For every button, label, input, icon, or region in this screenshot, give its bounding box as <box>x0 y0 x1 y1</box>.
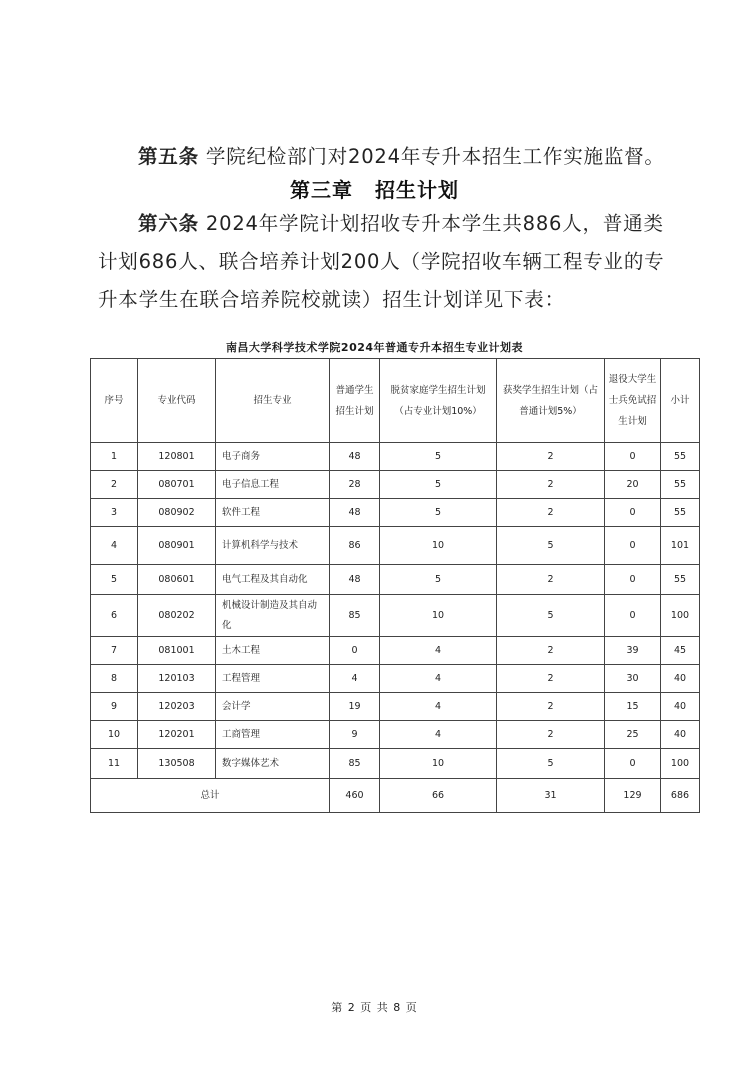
article-6-line-2: 计划686人、联合培养计划200人（学院招收车辆工程专业的专 <box>98 250 665 273</box>
cell-award: 2 <box>497 721 605 749</box>
header-subtotal: 小计 <box>661 359 700 443</box>
cell-code: 080701 <box>138 471 216 499</box>
cell-award: 5 <box>497 749 605 779</box>
cell-code: 080202 <box>138 595 216 637</box>
table-row <box>91 721 700 749</box>
cell-subtotal: 101 <box>661 527 700 565</box>
cell-poverty: 4 <box>380 721 497 749</box>
cell-regular: 86 <box>330 527 380 565</box>
header-major: 招生专业 <box>216 359 330 443</box>
table-row <box>91 443 700 471</box>
total-award: 31 <box>497 779 605 813</box>
table-row <box>91 665 700 693</box>
total-label: 总计 <box>91 779 330 813</box>
cell-award: 2 <box>497 499 605 527</box>
header-poverty: 脱贫家庭学生招生计划（占专业计划10%） <box>380 359 497 443</box>
table-header-row <box>91 359 700 443</box>
cell-veteran: 0 <box>605 499 661 527</box>
cell-no: 2 <box>91 471 138 499</box>
cell-subtotal: 55 <box>661 471 700 499</box>
chapter-heading <box>0 174 749 203</box>
cell-veteran: 0 <box>605 443 661 471</box>
article-6 <box>98 205 668 319</box>
cell-poverty: 4 <box>380 693 497 721</box>
cell-major: 电子信息工程 <box>216 471 330 499</box>
cell-regular: 19 <box>330 693 380 721</box>
cell-subtotal: 100 <box>661 595 700 637</box>
cell-code: 120203 <box>138 693 216 721</box>
cell-code: 080901 <box>138 527 216 565</box>
cell-regular: 0 <box>330 637 380 665</box>
cell-regular: 4 <box>330 665 380 693</box>
total-subtotal: 686 <box>661 779 700 813</box>
cell-award: 2 <box>497 637 605 665</box>
cell-no: 10 <box>91 721 138 749</box>
cell-code: 120201 <box>138 721 216 749</box>
cell-major: 电气工程及其自动化 <box>216 565 330 595</box>
cell-no: 5 <box>91 565 138 595</box>
article-6-label: 第六条 <box>138 212 199 235</box>
cell-subtotal: 40 <box>661 721 700 749</box>
cell-award: 2 <box>497 471 605 499</box>
cell-regular: 28 <box>330 471 380 499</box>
cell-poverty: 5 <box>380 443 497 471</box>
cell-no: 7 <box>91 637 138 665</box>
cell-major: 数字媒体艺术 <box>216 749 330 779</box>
cell-veteran: 25 <box>605 721 661 749</box>
cell-veteran: 0 <box>605 565 661 595</box>
article-6-line-3: 升本学生在联合培养院校就读）招生计划详见下表： <box>98 288 565 311</box>
table-row <box>91 693 700 721</box>
cell-veteran: 20 <box>605 471 661 499</box>
cell-poverty: 10 <box>380 527 497 565</box>
cell-code: 120801 <box>138 443 216 471</box>
cell-major: 计算机科学与技术 <box>216 527 330 565</box>
table-row <box>91 565 700 595</box>
cell-no: 4 <box>91 527 138 565</box>
cell-poverty: 10 <box>380 595 497 637</box>
cell-major: 工商管理 <box>216 721 330 749</box>
cell-subtotal: 100 <box>661 749 700 779</box>
chapter-title: 招生计划 <box>375 178 459 202</box>
header-award: 获奖学生招生计划（占普通计划5%） <box>497 359 605 443</box>
table-row <box>91 527 700 565</box>
cell-regular: 48 <box>330 443 380 471</box>
cell-award: 5 <box>497 527 605 565</box>
cell-major: 土木工程 <box>216 637 330 665</box>
article-5-label: 第五条 <box>138 145 199 168</box>
cell-veteran: 0 <box>605 595 661 637</box>
total-veteran: 129 <box>605 779 661 813</box>
cell-no: 11 <box>91 749 138 779</box>
table-row <box>91 595 700 637</box>
cell-no: 1 <box>91 443 138 471</box>
cell-award: 2 <box>497 693 605 721</box>
cell-code: 081001 <box>138 637 216 665</box>
cell-veteran: 0 <box>605 527 661 565</box>
cell-subtotal: 40 <box>661 693 700 721</box>
cell-no: 9 <box>91 693 138 721</box>
table-total-row <box>91 779 700 813</box>
cell-subtotal: 55 <box>661 443 700 471</box>
cell-regular: 9 <box>330 721 380 749</box>
cell-veteran: 15 <box>605 693 661 721</box>
table-caption: 南昌大学科学技术学院2024年普通专升本招生专业计划表 <box>225 341 524 354</box>
cell-code: 080902 <box>138 499 216 527</box>
cell-award: 2 <box>497 443 605 471</box>
cell-major: 电子商务 <box>216 443 330 471</box>
cell-award: 2 <box>497 565 605 595</box>
cell-major: 会计学 <box>216 693 330 721</box>
cell-subtotal: 55 <box>661 565 700 595</box>
cell-major: 机械设计制造及其自动化 <box>216 595 330 637</box>
table-row <box>91 499 700 527</box>
cell-code: 080601 <box>138 565 216 595</box>
table-row <box>91 637 700 665</box>
cell-poverty: 5 <box>380 471 497 499</box>
cell-no: 3 <box>91 499 138 527</box>
cell-regular: 48 <box>330 499 380 527</box>
header-regular: 普通学生招生计划 <box>330 359 380 443</box>
table-row <box>91 749 700 779</box>
article-5 <box>138 138 708 176</box>
article-6-line-1: 第六条 2024年学院计划招收专升本学生共886人，普通类 <box>138 212 664 235</box>
header-no: 序号 <box>91 359 138 443</box>
cell-poverty: 4 <box>380 637 497 665</box>
cell-poverty: 4 <box>380 665 497 693</box>
cell-veteran: 39 <box>605 637 661 665</box>
page-footer: 第 2 页 共 8 页 <box>331 1001 418 1014</box>
total-poverty: 66 <box>380 779 497 813</box>
cell-no: 6 <box>91 595 138 637</box>
cell-regular: 85 <box>330 749 380 779</box>
cell-regular: 85 <box>330 595 380 637</box>
article-5-text: 学院纪检部门对2024年专升本招生工作实施监督。 <box>205 145 665 168</box>
cell-award: 5 <box>497 595 605 637</box>
cell-code: 120103 <box>138 665 216 693</box>
cell-regular: 48 <box>330 565 380 595</box>
cell-award: 2 <box>497 665 605 693</box>
cell-code: 130508 <box>138 749 216 779</box>
total-regular: 460 <box>330 779 380 813</box>
cell-veteran: 0 <box>605 749 661 779</box>
cell-no: 8 <box>91 665 138 693</box>
cell-major: 软件工程 <box>216 499 330 527</box>
cell-poverty: 5 <box>380 565 497 595</box>
cell-subtotal: 55 <box>661 499 700 527</box>
table-body <box>91 443 700 779</box>
cell-veteran: 30 <box>605 665 661 693</box>
chapter-number: 第三章 <box>290 178 353 202</box>
cell-poverty: 10 <box>380 749 497 779</box>
cell-subtotal: 45 <box>661 637 700 665</box>
cell-major: 工程管理 <box>216 665 330 693</box>
cell-poverty: 5 <box>380 499 497 527</box>
enrollment-plan-table <box>90 358 700 813</box>
table-row <box>91 471 700 499</box>
header-code: 专业代码 <box>138 359 216 443</box>
cell-subtotal: 40 <box>661 665 700 693</box>
header-veteran: 退役大学生士兵免试招生计划 <box>605 359 661 443</box>
